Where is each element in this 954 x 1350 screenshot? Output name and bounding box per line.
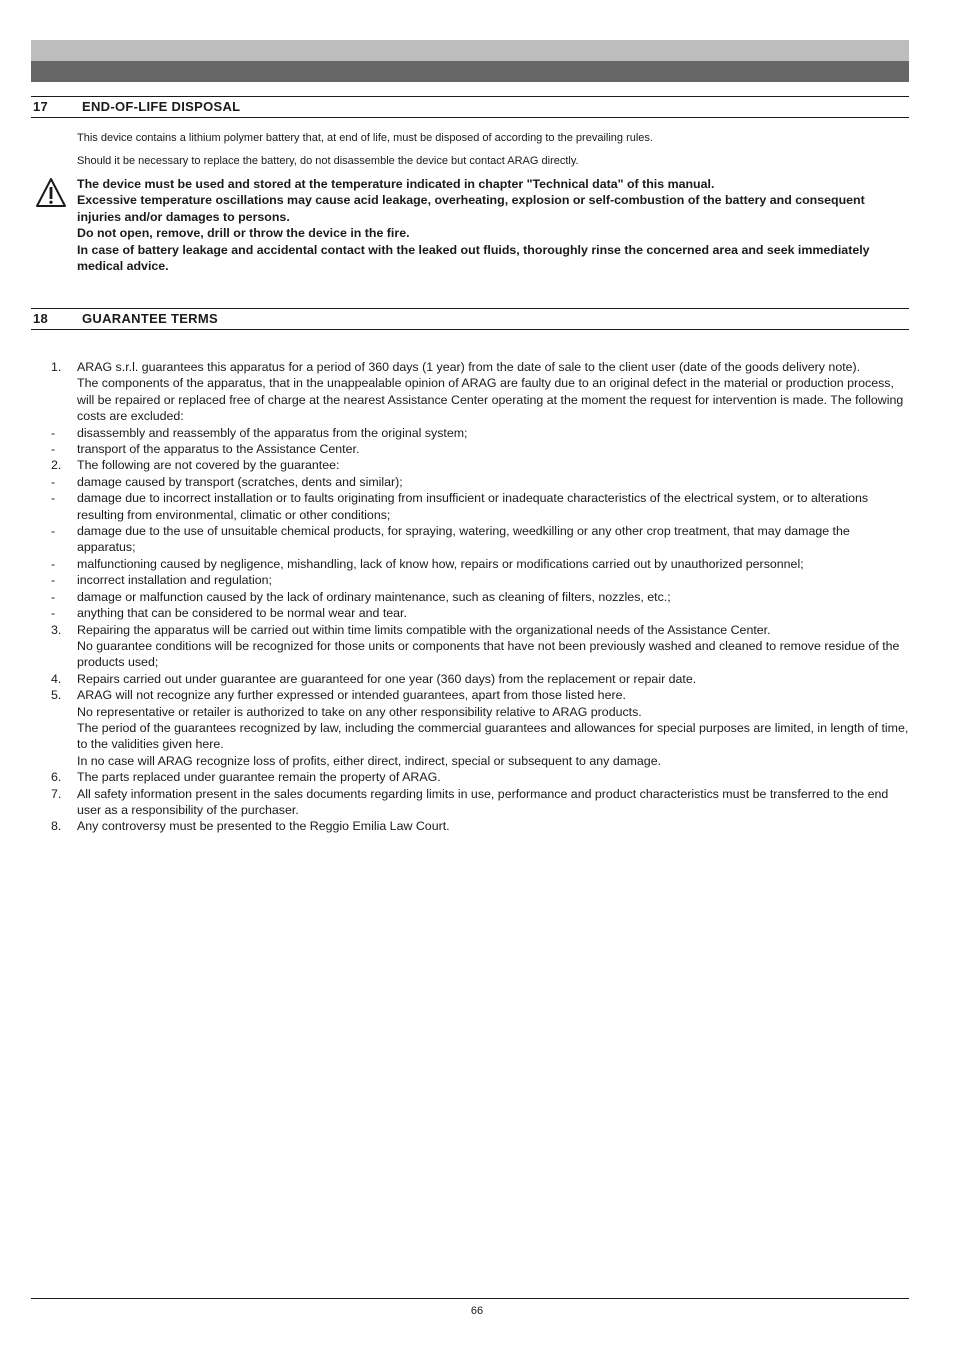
list-marker: - [51,524,56,539]
list-item-text: transport of the apparatus to the Assistance Center. [77,442,360,457]
list-item [51,622,909,638]
list-item-text: incorrect installation and regulation; [77,573,272,588]
list-item-text: anything that can be considered to be normal wear and tear. [77,606,407,621]
section-17-heading [31,96,909,118]
list-marker: - [51,573,56,588]
list-marker [51,375,77,424]
list-item [51,425,909,441]
list-marker: - [51,442,56,457]
list-item [51,720,909,753]
list-item-text: All safety information present in the sales documents regarding limits in use, performance and product characteristics must be transferred to the end user as a responsibility of the purchaser. [77,786,889,817]
list-marker: - [51,606,56,621]
list-item-text: No guarantee conditions will be recognized for those units or components that have not been previously washed and cleaned to remove residue of the products used; [77,638,900,670]
list-item [51,687,909,703]
list-item-text: malfunctioning caused by negligence, mishandling, lack of know how, repairs or modifications carried out by unauthorized personnel; [77,556,804,571]
warning-line: Excessive temperature oscillations may cause acid leakage, overheating, explosion or self-combustion of the battery and consequent injuries and/or damages to persons. [77,193,865,224]
warning-triangle-icon [35,177,67,209]
list-item [51,556,909,572]
list-item [51,671,909,687]
list-marker: 5. [51,688,62,703]
list-marker: 6. [51,770,62,785]
list-item-text: damage or malfunction caused by the lack of ordinary maintenance, such as cleaning of filters, nozzles, etc.; [77,589,671,604]
warning-line: The device must be used and stored at the temperature indicated in chapter "Technical data" of this manual. [77,177,715,191]
list-item [51,704,909,720]
list-marker: 3. [51,622,62,637]
list-item [51,457,909,473]
list-item [51,589,909,605]
guarantee-terms-list [51,359,909,835]
list-marker: - [51,474,56,489]
page-number: 66 [470,1305,484,1317]
footer-divider [31,1298,909,1299]
list-marker [51,704,77,720]
list-item-text: No representative or retailer is authorized to take on any other responsibility relative to ARAG products. [77,704,642,719]
list-item [51,769,909,785]
list-marker: 7. [51,786,62,801]
list-marker [51,638,77,671]
list-item [51,605,909,621]
list-item [51,818,909,834]
list-item [51,474,909,490]
list-item-text: Any controversy must be presented to the Reggio Emilia Law Court. [77,819,450,834]
list-item [51,572,909,588]
disposal-paragraph-2: Should it be necessary to replace the battery, do not disassemble the device but contact ARAG directly. [77,155,579,167]
list-item-text: damage due to the use of unsuitable chemical products, for spraying, watering, weedkilling or any other crop treatment, that may damage the apparatus; [77,524,850,555]
list-item [51,441,909,457]
list-item-text: The parts replaced under guarantee remain the property of ARAG. [77,770,441,785]
list-marker [51,753,77,769]
disposal-paragraph-1: This device contains a lithium polymer battery that, at end of life, must be disposed of according to the prevailing rules. [77,132,653,144]
section-number: 17 [33,99,49,114]
list-item [51,786,909,819]
list-item [51,375,909,424]
list-item-text: disassembly and reassembly of the apparatus from the original system; [77,425,468,440]
list-marker: - [51,589,56,604]
list-item-text: damage due to incorrect installation or to faults originating from insufficient or inadequate characteristics of the electrical system, or to alterations resulting from environmental, climatic or other conditions; [77,491,869,522]
list-marker [51,720,77,753]
list-marker: 8. [51,819,62,834]
list-marker: 2. [51,458,62,473]
list-marker: - [51,491,56,506]
section-18-heading [31,308,909,330]
list-marker: - [51,425,56,440]
list-item [51,359,909,375]
section-title: END-OF-LIFE DISPOSAL [82,99,241,114]
list-item [51,523,909,556]
list-item-text: damage caused by transport (scratches, dents and similar); [77,474,403,489]
list-item [51,638,909,671]
list-item-text: The following are not covered by the guarantee: [77,458,340,473]
list-item-text: The components of the apparatus, that in the unappealable opinion of ARAG are faulty due to an original defect in the material or production process, will be repaired or replaced free of charge at the nearest Assistance Center operating at the moment the request for intervention is made. The following costs are excluded: [77,376,904,424]
list-item-text: In no case will ARAG recognize loss of profits, either direct, indirect, special or subsequent to any damage. [77,753,662,768]
list-item-text: The period of the guarantees recognized by law, including the commercial guarantees and allowances for special purposes are limited, in length of time, to the validities given here. [77,720,909,752]
header-bar [31,40,909,82]
list-marker: - [51,556,56,571]
battery-warning [77,176,877,274]
section-number: 18 [33,311,49,326]
list-marker: 4. [51,671,62,686]
list-item-text: ARAG will not recognize any further expressed or intended guarantees, apart from those listed here. [77,688,626,703]
section-title: GUARANTEE TERMS [82,311,218,326]
list-item [51,490,909,523]
warning-line: In case of battery leakage and accidental contact with the leaked out fluids, thoroughly rinse the concerned area and seek immediately medical advice. [77,242,870,274]
list-marker: 1. [51,360,62,374]
warning-line: Do not open, remove, drill or throw the device in the fire. [77,226,410,241]
list-item [51,753,909,769]
list-item-text: Repairs carried out under guarantee are guaranteed for one year (360 days) from the replacement or repair date. [77,671,697,686]
list-item-text: Repairing the apparatus will be carried out within time limits compatible with the organizational needs of the Assistance Center. [77,622,771,637]
list-item-text: ARAG s.r.l. guarantees this apparatus for a period of 360 days (1 year) from the date of sale to the client user (date of the goods delivery note). [77,360,861,374]
